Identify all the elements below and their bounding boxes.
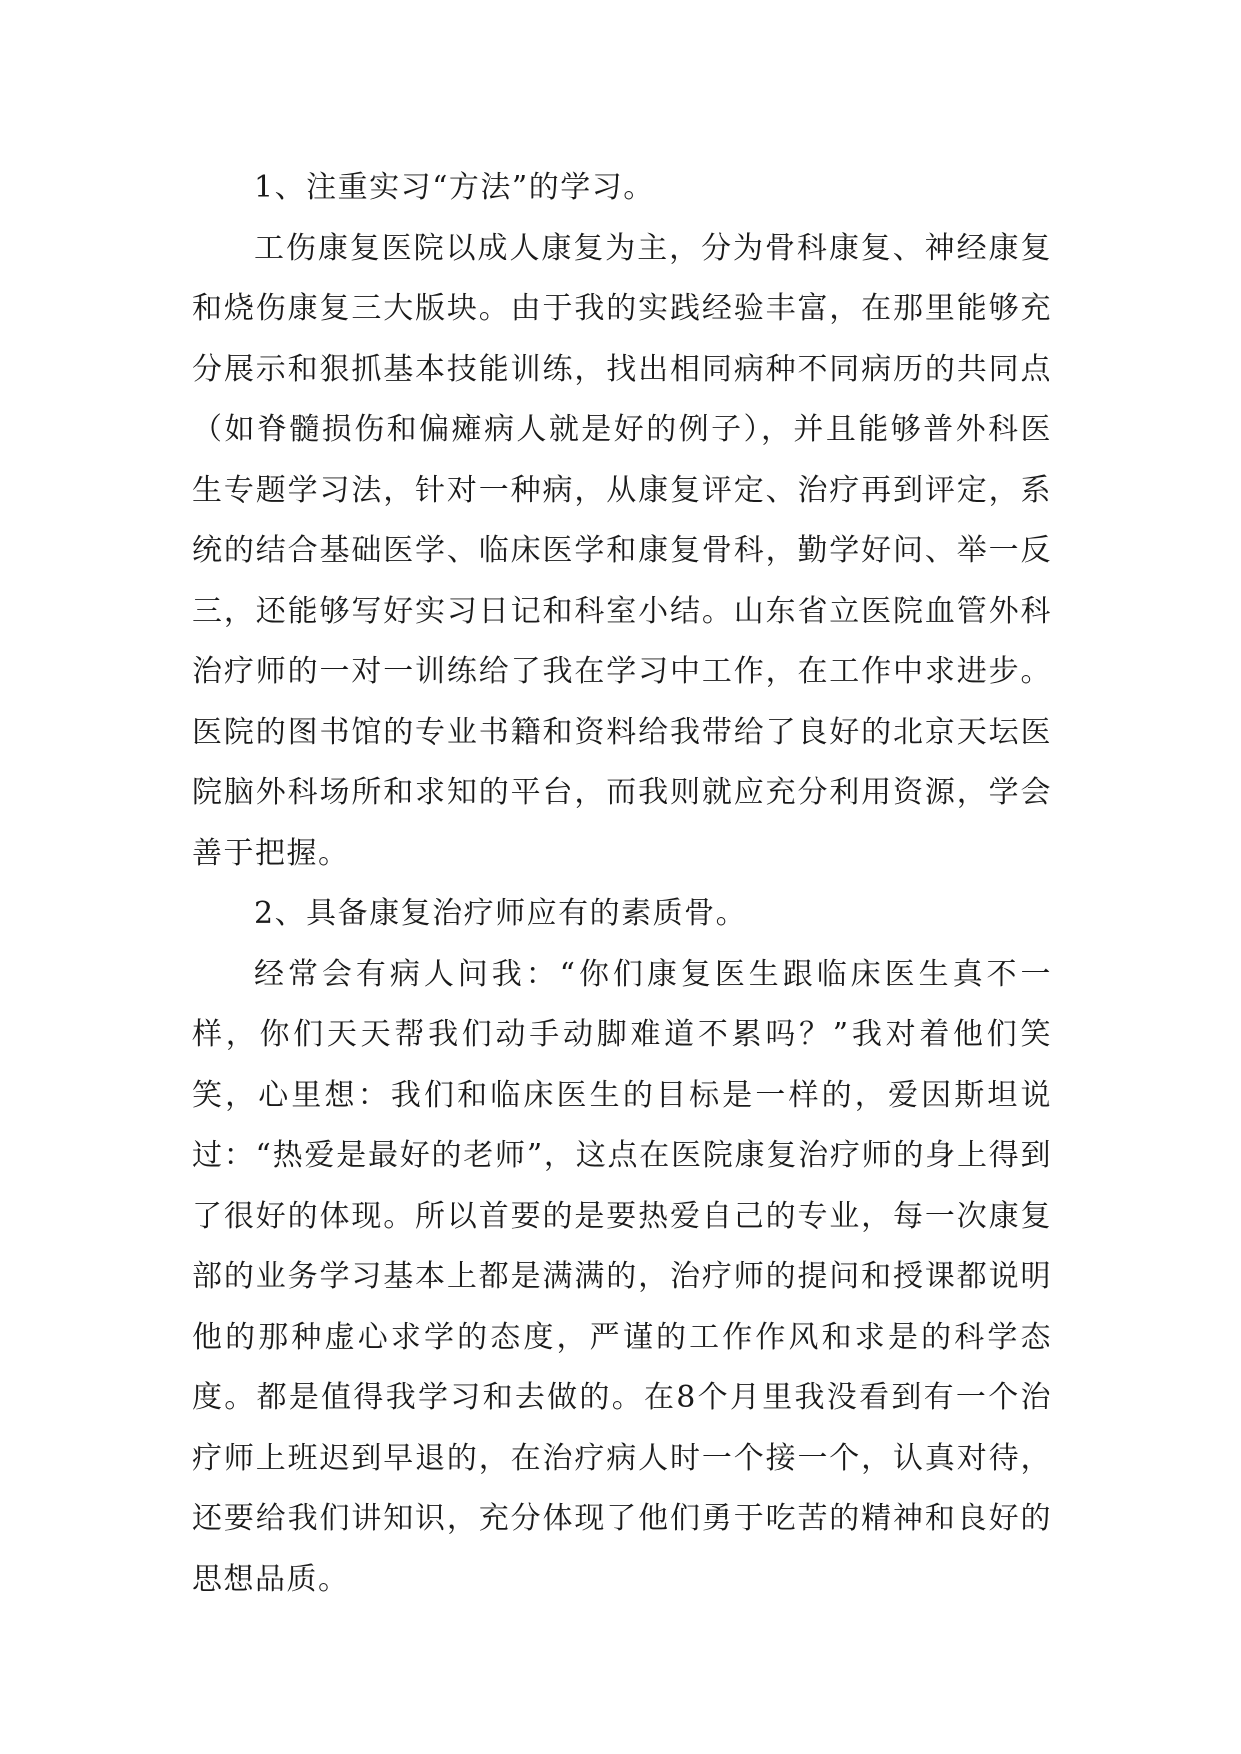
body-paragraph-1: 工伤康复医院以成人康复为主，分为骨科康复、神经康复和烧伤康复三大版块。由于我的实践经验丰富，在那里能够充分展示和狠抓基本技能训练，找出相同病种不同病历的共同点（如脊髓损伤和偏瘫病人就是好的例子），并且能够普外科医生专题学习法，针对一种病，从康复评定、治疗再到评定，系统的结合基础医学、临床医学和康复骨科，勤学好问、举一反三，还能够写好实习日记和科室小结。山东省立医院血管外科治疗师的一对一训练给了我在学习中工作，在工作中求进步。医院的图书馆的专业书籍和资料给我带给了良好的北京天坛医院脑外科场所和求知的平台，而我则就应充分利用资源，学会善于把握。 xyxy=(192,230,1052,871)
section-heading-2: 2、具备康复治疗师应有的素质骨。 xyxy=(254,896,748,931)
body-paragraph-2: 经常会有病人问我：“你们康复医生跟临床医生真不一样，你们天天帮我们动手动脚难道不累吗？”我对着他们笑笑，心里想：我们和临床医生的目标是一样的，爱因斯坦说过：“热爱是最好的老师”，这点在医院康复治疗师的身上得到了很好的体现。所以首要的是要热爱自己的专业，每一次康复部的业务学习基本上都是满满的，治疗师的提问和授课都说明他的那种虚心求学的态度，严谨的工作作风和求是的科学态度。都是值得我学习和去做的。在8个月里我没看到有一个治疗师上班迟到早退的，在治疗病人时一个接一个，认真对待，还要给我们讲知识，充分体现了他们勇于吃苦的精神和良好的思想品质。 xyxy=(192,956,1052,1597)
section-heading-1: 1、注重实习“方法”的学习。 xyxy=(254,170,655,205)
document-body xyxy=(192,158,1052,1610)
